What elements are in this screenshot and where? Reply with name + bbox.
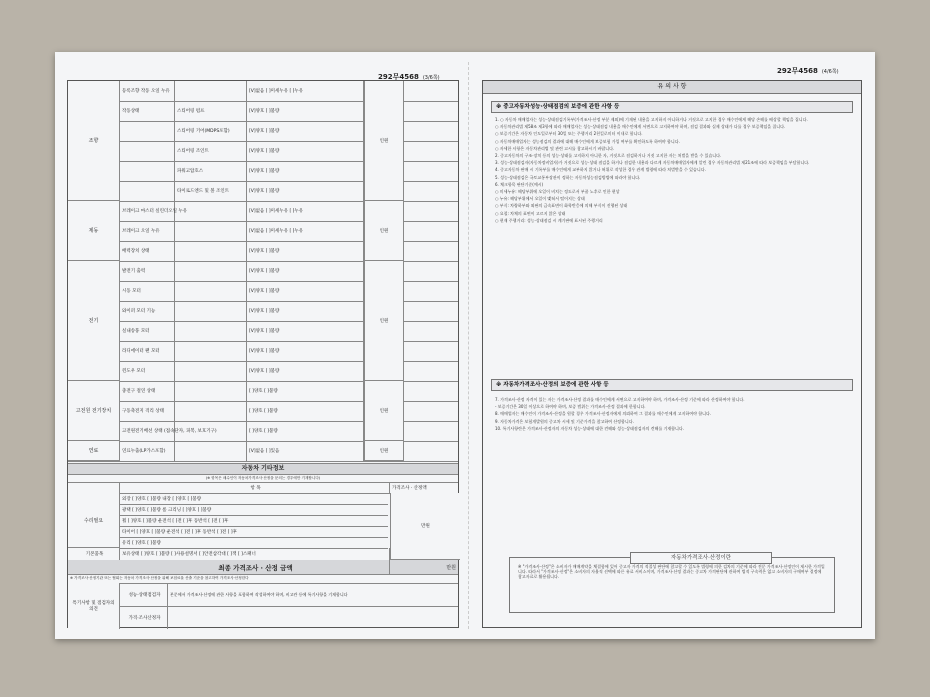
inspection-item xyxy=(120,121,175,141)
inspection-subitem xyxy=(175,241,247,261)
basic-row: 보유상태 [ ]양호 [ ]불량 [ ]사용설명서 [ ]안전삼각대 [ ]잭 [ ]스패너 xyxy=(120,548,390,560)
category-label: 조향 xyxy=(68,81,120,201)
inspection-option: [V]양호 [ ]불량 xyxy=(247,241,364,261)
inspection-item: 시동 모터 xyxy=(120,281,175,301)
sec2-body xyxy=(495,397,849,433)
basic-label: 기본품목 xyxy=(68,548,120,560)
sec1-body xyxy=(495,117,849,225)
inspection-option: [ ]양호 [ ]불량 xyxy=(247,421,364,441)
note-paragraph: 6. 체크항목 판단기준(예시) xyxy=(495,181,544,187)
inspection-item: 브레이크 마스터 실린더오일 누유 xyxy=(120,201,175,221)
note-paragraph: 4. 중고자동차 판매 시 기록부를 매수인에게 교부하지 않거나 허위로 작성한 경우 관계 법령에 따라 처벌받을 수 있습니다. xyxy=(495,167,706,173)
box-title: 자동차가격조사·산정이란 xyxy=(630,552,772,564)
inspection-subitem xyxy=(175,361,247,381)
special-row-2 xyxy=(120,606,458,629)
inspection-option: [V]양호 [ ]불량 xyxy=(247,161,364,181)
remarks-cell: 인원 xyxy=(364,81,404,201)
inspection-option: [V]양호 [ ]불량 xyxy=(247,261,364,281)
note-paragraph: ○ 부식: 차량하부와 외판의 금속표면이 화학반응에 의해 부식이 진행된 상태 xyxy=(495,203,628,209)
inspection-item xyxy=(120,141,175,161)
category-label: 고전원 전기장치 xyxy=(68,381,120,441)
sec1-title: ※ 중고자동차성능·상태점검의 보증에 관한 사항 등 xyxy=(491,101,853,113)
inspection-subitem: 파워고압호스 xyxy=(175,161,247,181)
page-number: (3/6쪽) xyxy=(422,75,440,81)
inspection-option: [V]양호 [ ]불량 xyxy=(247,361,364,381)
note-paragraph: 7. 가격조사·산정 자격이 있는 자는 가격조사·산정 결과를 매수인에게 서면으로 고지하여야 하며, 가격조사·산정 기준에 따라 산정하여야 합니다. xyxy=(495,397,745,402)
inspection-subitem xyxy=(175,401,247,421)
repair-row-text: 유리 [ ]양호 [ ]불량 xyxy=(122,540,161,546)
category-label: 제동 xyxy=(68,201,120,261)
inspection-subitem xyxy=(175,341,247,361)
notes-panel xyxy=(482,80,862,628)
inspection-item: 와이퍼 모터 기능 xyxy=(120,301,175,321)
inspection-subitem xyxy=(175,421,247,441)
inspection-option: [V]양호 [ ]불량 xyxy=(247,321,364,341)
inspection-option: [V]양호 [ ]불량 xyxy=(247,181,364,201)
note-paragraph: ○ 보증기간은 자동차 인도일로부터 30일 또는 주행거리 2천킬로미터 이내로 합니다. xyxy=(495,131,643,137)
final-price-unit: 만원 xyxy=(446,564,456,571)
inspection-item: 구동축전지 격리 상태 xyxy=(120,401,175,421)
sec2-title: ※ 자동차가격조사·산정의 보증에 관한 사항 등 xyxy=(491,379,853,391)
inspection-subitem: 스티어링 조인트 xyxy=(175,141,247,161)
section2-note: (※ 항목은 매수인이 자동차가격조사·산정을 문의는 경우에만 기재합니다) xyxy=(68,474,458,483)
inspection-subitem xyxy=(175,261,247,281)
page-number: (4/6쪽) xyxy=(821,69,839,75)
price-definition-box xyxy=(509,557,835,613)
inspection-option: [V]양호 [ ]불량 xyxy=(247,341,364,361)
category-label: 연료 xyxy=(68,441,120,461)
inspection-item xyxy=(120,161,175,181)
special-row1-label: 성능·상태점검자 xyxy=(120,583,168,606)
note-paragraph: ○ 요철: 차체의 표면이 고르지 않은 상태 xyxy=(495,210,566,216)
remarks-cell: 인원 xyxy=(364,381,404,441)
special-row2-label: 가격·조사산정자 xyxy=(120,606,168,629)
note-paragraph: ○ 현재 주행거리: 성능·상태점검 시 계기판에 표시된 주행거리 xyxy=(495,217,603,223)
doc-number: 292무4568 xyxy=(378,73,419,81)
remarks-cell: 인원 xyxy=(364,441,404,461)
inspection-option: [V]양호 [ ]불량 xyxy=(247,281,364,301)
right-doc-number xyxy=(777,66,839,76)
special-row1-text: 본문에서 가격조사·산정에 관한 사항을 포함하여 작성하여야 하며, 비고란 등에 특기사항을 기재합니다 xyxy=(170,591,348,597)
inspection-subitem: 스티어링 펌프 xyxy=(175,101,247,121)
inspection-subitem xyxy=(175,201,247,221)
inspection-option: [V]없음 [ ]미세누유 [ ]누유 xyxy=(247,221,364,241)
inspection-option: [V]없음 [ ]있음 xyxy=(247,441,364,461)
note-paragraph: ○ 자세한 사항은 자동차관리법 및 관련 고시를 참고하시기 바랍니다. xyxy=(495,145,615,151)
inspection-option: [ ]양호 [ ]불량 xyxy=(247,401,364,421)
inspection-item: 실내송풍 모터 xyxy=(120,321,175,341)
inspection-option: [V]양호 [ ]불량 xyxy=(247,121,364,141)
note-paragraph: ○ 누유: 해당부위에서 오일이 맺혀서 떨어지는 상태 xyxy=(495,196,585,202)
note-paragraph: ○ 미세누유: 해당부위에 오일이 비치는 정도로서 부품 노후로 인한 현상 xyxy=(495,189,620,195)
inspection-item: 충전구 절연 상태 xyxy=(120,381,175,401)
remarks-cell: 인원 xyxy=(364,261,404,381)
repair-row-text: 광택 [ ]양호 [ ]불량 룸 크리닝 [ ]양호 [ ]불량 xyxy=(122,507,212,513)
special-row-1 xyxy=(120,583,458,607)
inspection-item: 배력장치 상태 xyxy=(120,241,175,261)
inspection-item: 발전기 출력 xyxy=(120,261,175,281)
inspection-option: [V]없음 [ ]미세누유 [ ]누유 xyxy=(247,201,364,221)
inspection-item: 작동상태 xyxy=(120,101,175,121)
final-price-row xyxy=(68,560,458,575)
notes-title: 유 의 사 항 xyxy=(483,81,861,94)
special-label: 특기사항 및 점검자의 의견 xyxy=(68,583,120,629)
note-paragraph: 5. 성능·상태점검은 국토교통부장관이 정하는 자동차성능점검방법에 따라야 합니다. xyxy=(495,174,641,180)
note-paragraph: 1. ○ 자동차 매매업자는 성능·상태점검기록부(가격조사·산정 부분 제외)에 기재된 내용을 고지하지 아니하거나 거짓으로 고지한 경우 매수인에게 해당 손해를 배상할 책임을 집니다. xyxy=(495,117,808,122)
blank-column xyxy=(404,81,460,461)
inspection-item: 연료누출(LP가스포함) xyxy=(120,441,175,461)
note-paragraph: ○ 자동차매매업자는 성능점검의 결과에 대해 매수인에게 보증보험 가입 여부를 확인하도록 하여야 합니다. xyxy=(495,138,680,144)
inspection-item: 브레이크 오일 누유 xyxy=(120,221,175,241)
inspection-subitem: 스티어링 기어(MDPS포함) xyxy=(175,121,247,141)
inspection-item: 라디에이터 팬 모터 xyxy=(120,341,175,361)
note-paragraph: ○ 자동차관리법 제58조 제3항에 따라 매매업자는 성능·상태점검 내용을 매수인에게 서면으로 고지하여야 하며, 점검 결과와 실제 상태가 다를 경우 보증책임을 집니다. xyxy=(495,124,786,130)
note-paragraph: - 보증기간은 30일 이상으로 하여야 하며, 보증 범위는 가격조사·산정 결과에 한합니다. xyxy=(495,404,646,410)
document-sheet xyxy=(55,52,875,639)
note-paragraph: 9. 자동차가격은 보험개발원의 중고차 시세 및 기준가격을 참고하여 산정합니다. xyxy=(495,418,634,424)
inspection-option: [V]없음 [ ]미세누유 [ ]누유 xyxy=(247,81,364,101)
final-price-label: 최종 가격조사 · 산정 금액 xyxy=(120,560,390,574)
category-label: 전기 xyxy=(68,261,120,381)
price-header: 항 목 xyxy=(120,483,390,493)
inspection-subitem xyxy=(175,81,247,101)
inspection-record-form xyxy=(67,80,459,628)
section2-title: 자동차 기타정보 xyxy=(68,463,458,475)
repair-row-text: 휠 [ ]양호 [ ]불량 운전석 [ ]전 [ ]후 동반석 [ ]전 [ ]후 xyxy=(122,518,229,524)
inspection-subitem xyxy=(175,221,247,241)
note-paragraph: 10. 특기사항란은 가격조사·산정자의 자동차 성능·상태에 대한 견해와 성능·상태점검자의 견해를 기재합니다. xyxy=(495,425,685,431)
remarks-cell: 인원 xyxy=(364,201,404,261)
box-text: ※ "가격조사·산정"은 소비자가 매매계약을 체결함에 있어 중고자 가격의 적절성 판단에 참고할 수 있도록 법령에 의한 검차의 기준에 따라 전문 가격조사·산정인이 제시한 가격입니다. 따라서 "가격조사·산정"은 소비자의 자율적 선택에 따른 유료 서비스이며, 가격조사·산정 결과는 중고차 가격판단에 관하여 법적 구속력은 없고 소비자의 구매여부 결정에 참고자료로 활용됩니다. xyxy=(518,564,825,580)
inspection-item: 등록조향 작동 오일 누유 xyxy=(120,81,175,101)
inspection-item: 고전원전기배선 상태 (접속단자, 피복, 보호기구) xyxy=(120,421,175,441)
note-paragraph: 8. 매매업자는 매수인이 가격조사·산정을 원할 경우 가격조사·산정자에게 의뢰하여 그 결과를 매수인에게 고지하여야 합니다. xyxy=(495,411,712,417)
inspection-subitem xyxy=(175,281,247,301)
inspection-option: [ ]양호 [ ]불량 xyxy=(247,381,364,401)
page-fold-divider xyxy=(468,62,469,629)
repair-label: 수리필요 xyxy=(68,493,120,548)
inspection-subitem xyxy=(175,301,247,321)
note-paragraph: 2. 중고자동차의 구조·장치 등의 성능·상태를 고지하지 아니한 자, 거짓으로 점검하거나 거짓 고지한 자는 처벌을 받을 수 있습니다. xyxy=(495,153,722,159)
inspection-option: [V]양호 [ ]불량 xyxy=(247,101,364,121)
inspection-option: [V]양호 [ ]불량 xyxy=(247,141,364,161)
repair-amount-unit: 만원 xyxy=(390,493,460,560)
inspection-subitem: 타이로드엔드 및 볼 조인트 xyxy=(175,181,247,201)
inspection-subitem xyxy=(175,441,247,461)
inspection-item: 윈도우 모터 xyxy=(120,361,175,381)
inspection-option: [V]양호 [ ]불량 xyxy=(247,301,364,321)
inspection-subitem xyxy=(175,321,247,341)
inspection-subitem xyxy=(175,381,247,401)
inspection-item xyxy=(120,181,175,201)
repair-row-text: 외장 [ ]양호 [ ]불량 내장 [ ]양호 [ ]불량 xyxy=(122,496,202,502)
note-paragraph: 3. 성능·상태점검자(자동차정비업자)가 거짓으로 성능·상태 점검을 하거나 점검한 내용과 다르게 자동차매매업자에게 알린 경우 자동차관리법 제21조에 따라 보증책임을 부담합니다. xyxy=(495,160,810,166)
price-header2: 가격조사 · 산정액 xyxy=(392,486,427,491)
footnote: ※ 가격조사·산정기관 또는 협회는 자동차 가격조사·산정을 위해 보험료율 산출 기준을 참고하여 가격조사·산정한다 xyxy=(70,576,249,580)
doc-number: 292무4568 xyxy=(777,67,818,75)
repair-row-text: 타이어 [ ]양호 [ ]불량 운전석 [ ]전 [ ]후 동반석 [ ]전 [ ]후 xyxy=(122,529,237,535)
